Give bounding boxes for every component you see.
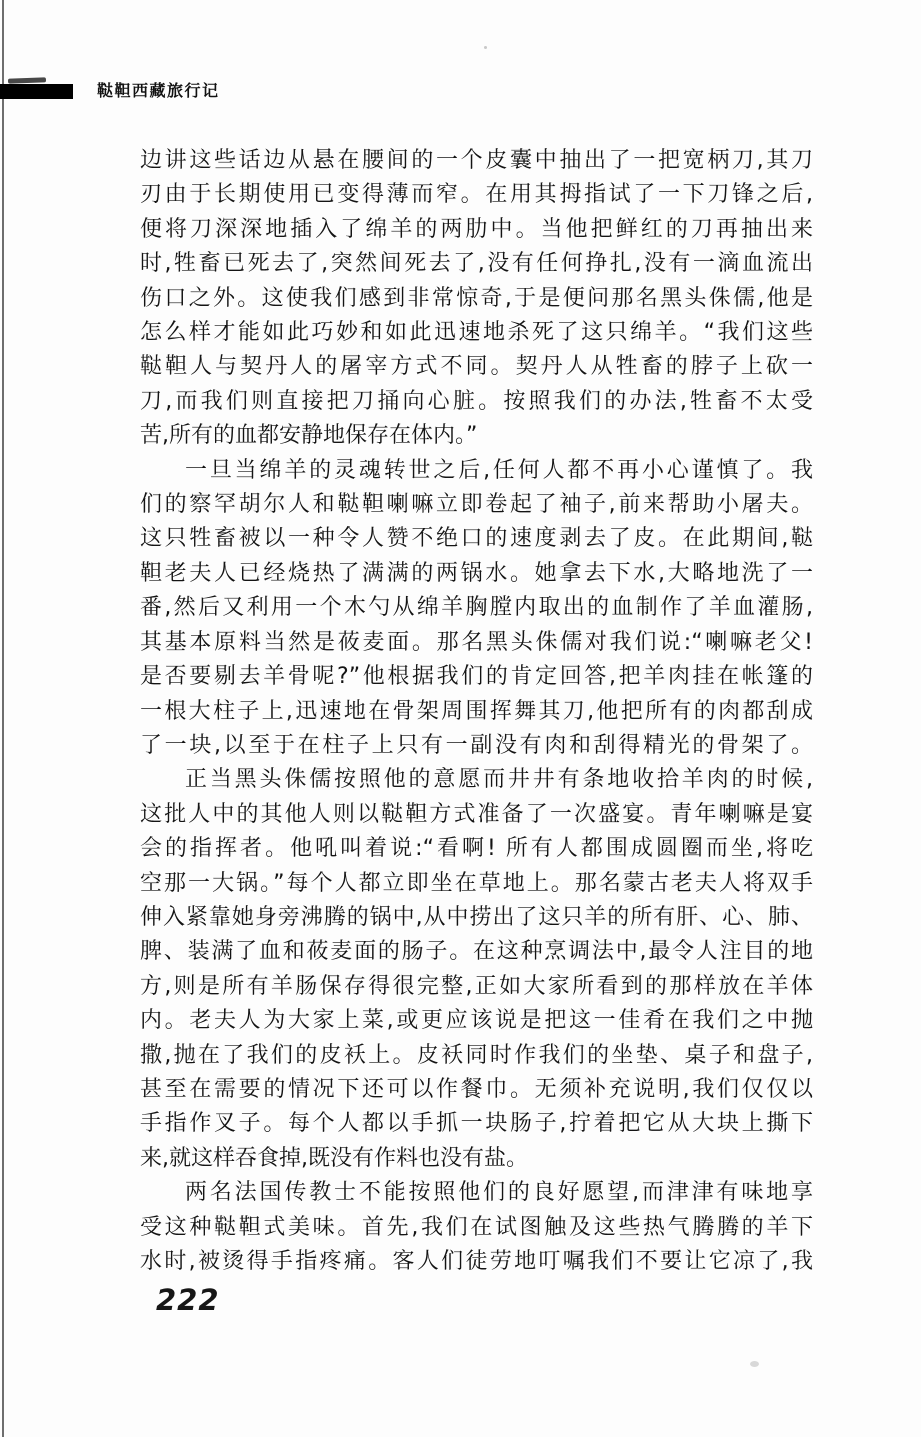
text-line: 刀,而我们则直接把刀捅向心脏。按照我们的办法,牲畜不太受 <box>140 388 813 414</box>
text-line: 时,牲畜已死去了,突然间死去了,没有任何挣扎,没有一滴血流出 <box>140 251 813 277</box>
text-line: 们的察罕胡尔人和鞑靼喇嘛立即卷起了袖子,前来帮助小屠夫。 <box>140 492 813 518</box>
body-text-block <box>140 144 813 1279</box>
text-line: 这只牲畜被以一种令人赞不绝口的速度剥去了皮。在此期间,鞑 <box>140 526 813 552</box>
text-line: 会的指挥者。他吼叫着说:“看啊! 所有人都围成圆圈而坐,将吃 <box>140 836 813 862</box>
text-line-paragraph-end: 苦,所有的血都安静地保存在体内。” <box>140 423 478 449</box>
text-line: 其基本原料当然是莜麦面。那名黑头侏儒对我们说:“喇嘛老父! <box>140 629 813 655</box>
text-line: 伤口之外。这使我们感到非常惊奇,于是便问那名黑头侏儒,他是 <box>140 285 813 311</box>
text-line: 手指作叉子。每个人都以手抓一块肠子,拧着把它从大块上撕下 <box>140 1111 813 1137</box>
text-line-paragraph-start: 一旦当绵羊的灵魂转世之后,任何人都不再小心谨慎了。我 <box>185 457 813 483</box>
text-line: 这批人中的其他人则以鞑靼方式准备了一次盛宴。青年喇嘛是宴 <box>140 801 813 827</box>
text-line-paragraph-end: 来,就这样吞食掉,既没有作料也没有盐。 <box>140 1145 528 1171</box>
text-line: 脾、装满了血和莜麦面的肠子。在这种烹调法中,最令人注目的地 <box>140 939 813 965</box>
text-line: 刃由于长期使用已变得薄而窄。在用其拇指试了一下刀锋之后, <box>140 182 813 208</box>
text-line: 边讲这些话边从悬在腰间的一个皮囊中抽出了一把宽柄刀,其刀 <box>140 148 813 173</box>
text-line-paragraph-start: 两名法国传教士不能按照他们的良好愿望,而津津有味地享 <box>185 1180 813 1206</box>
text-line: 鞑靼人与契丹人的屠宰方式不同。契丹人从牲畜的脖子上砍一 <box>140 354 813 380</box>
scan-speck <box>484 46 487 49</box>
text-line: 了一块,以至于在柱子上只有一副没有肉和刮得精光的骨架了。 <box>140 732 813 758</box>
text-line-paragraph-start: 正当黑头侏儒按照他的意愿而井井有条地收拾羊肉的时候, <box>185 767 813 793</box>
text-line: 番,然后又利用一个木勺从绵羊胸膛内取出的血制作了羊血灌肠, <box>140 595 813 621</box>
scan-noise-smudge <box>8 77 46 83</box>
running-header-title: 鞑靼西藏旅行记 <box>97 81 220 100</box>
text-line: 靼老夫人已经烧热了满满的两锅水。她拿去下水,大略地洗了一 <box>140 560 813 586</box>
page-number: 222 <box>156 1283 220 1317</box>
text-line: 空那一大锅。”每个人都立即坐在草地上。那名蒙古老夫人将双手 <box>140 870 813 896</box>
text-line: 受这种鞑靼式美味。首先,我们在试图触及这些热气腾腾的羊下 <box>140 1214 813 1240</box>
text-line: 水时,被烫得手指疼痛。客人们徒劳地叮嘱我们不要让它凉了,我 <box>140 1249 813 1274</box>
text-line: 怎么样才能如此巧妙和如此迅速地杀死了这只绵羊。“我们这些 <box>140 320 813 346</box>
text-line: 撒,抛在了我们的皮袄上。皮袄同时作我们的坐垫、桌子和盘子, <box>140 1042 813 1068</box>
text-line: 伸入紧靠她身旁沸腾的锅中,从中捞出了这只羊的所有肝、心、肺、 <box>140 904 813 930</box>
chapter-marker-bar <box>0 84 73 99</box>
text-line: 甚至在需要的情况下还可以作餐巾。无须补充说明,我们仅仅以 <box>140 1076 813 1102</box>
text-line: 便将刀深深地插入了绵羊的两肋中。当他把鲜红的刀再抽出来 <box>140 216 813 242</box>
scan-edge-line <box>2 0 4 1437</box>
text-line: 方,则是所有羊肠保存得很完整,正如大家所看到的那样放在羊体 <box>140 973 813 999</box>
text-line: 一根大柱子上,迅速地在骨架周围挥舞其刀,他把所有的肉都刮成 <box>140 698 813 724</box>
scan-speck <box>750 1361 759 1367</box>
text-line: 是否要剔去羊骨呢?”他根据我们的肯定回答,把羊肉挂在帐篷的 <box>140 664 813 690</box>
text-line: 内。老夫人为大家上菜,或更应该说是把这一佳肴在我们之中抛 <box>140 1008 813 1034</box>
